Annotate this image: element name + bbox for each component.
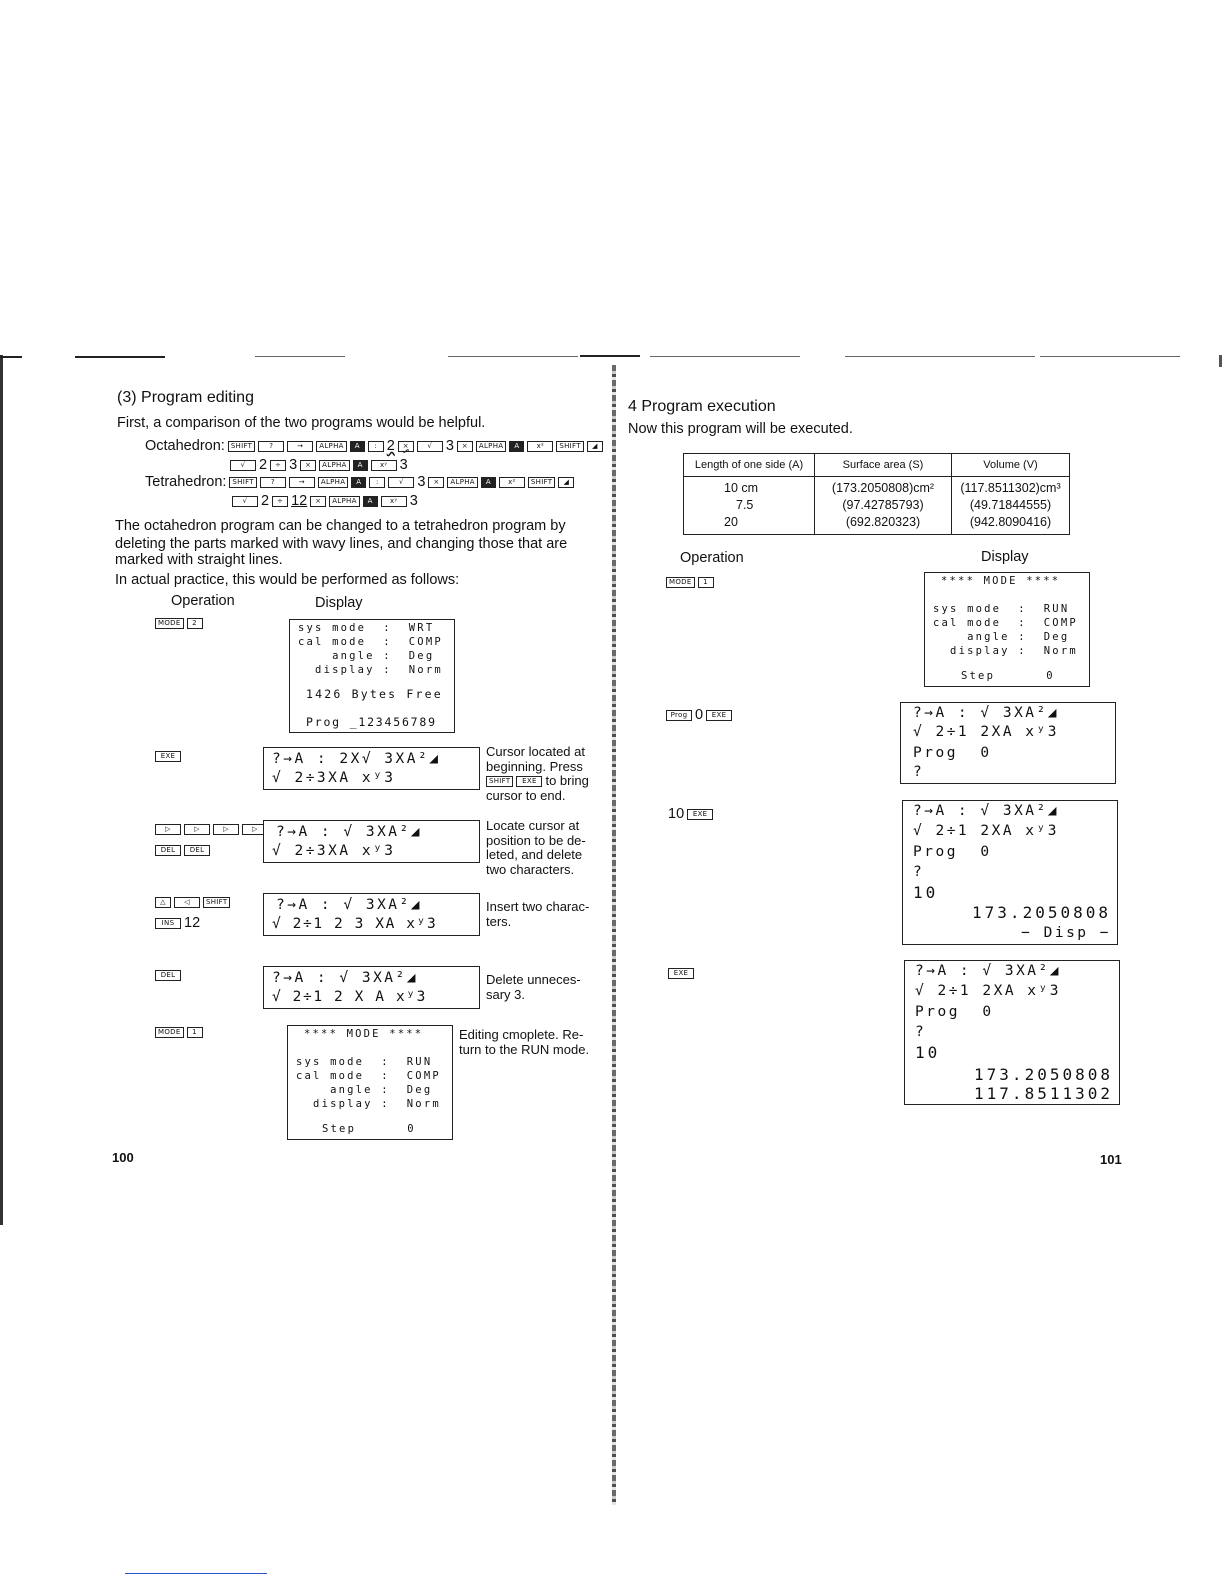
value: 12 (291, 493, 308, 509)
divide-key: ÷ (270, 460, 286, 471)
lcd-line: ? (913, 764, 925, 780)
results-table (683, 453, 1070, 535)
cell-value: (97.42785793) (842, 498, 924, 512)
lcd-line: **** MODE **** (941, 575, 1061, 587)
a-key: A (353, 460, 368, 471)
tetrahedron-label: Tetrahedron: (145, 474, 227, 490)
times-key: × (310, 496, 326, 507)
right-intro: Now this program will be executed. (628, 421, 853, 437)
top-rule-segment (1040, 356, 1180, 357)
left-intro: First, a comparison of the two programs would be helpful. (117, 415, 486, 431)
section-title: Program editing (141, 389, 254, 406)
lcd-line: ?→A : √ 3XA²◢ (913, 803, 1059, 819)
display-column-heading: Display (981, 549, 1029, 565)
note-ins (486, 900, 589, 929)
a-key: A (481, 477, 496, 488)
lcd-line: angle : Deg (933, 631, 1070, 643)
table-header: Surface area (S) (815, 454, 952, 477)
right-section-heading (628, 398, 776, 416)
lcd-line: ?→A : √ 3XA²◢ (276, 897, 422, 913)
top-rule-segment (0, 356, 22, 358)
lcd-line: √ 2÷1 2XA xʸ3 (913, 724, 1059, 740)
table-cell (815, 477, 952, 535)
shift-key: SHIFT (229, 477, 256, 488)
value: 3 (417, 474, 426, 490)
cursor-left-key: ◁ (174, 897, 200, 908)
operation-exe (155, 751, 181, 762)
note-line: sary 3. (486, 986, 526, 1002)
x-power-y-key: xʸ (381, 496, 407, 507)
lcd-line: √ 2÷1 2 3 XA xʸ3 (272, 916, 438, 932)
note-line: cursor to end. (486, 787, 566, 803)
lcd-line: cal mode : COMP (298, 636, 443, 648)
x-squared-key: x² (499, 477, 525, 488)
lcd-line: 173.2050808 (974, 1065, 1113, 1084)
paragraph-line: deleting the parts marked with wavy lines, and changing those that are (115, 536, 568, 552)
value: 3 (445, 438, 454, 454)
del-key: DEL (155, 970, 181, 981)
lcd-mode-run-left (287, 1025, 453, 1140)
scan-left-edge (0, 355, 3, 1225)
alpha-key: ALPHA (316, 441, 346, 452)
operation-mode-1 (155, 1027, 203, 1038)
prog-key: Prog (666, 710, 692, 721)
question-key: ? (258, 441, 284, 452)
cursor-up-key: △ (155, 897, 171, 908)
alpha-key: ALPHA (319, 460, 349, 471)
digit-key: 2 (187, 618, 203, 629)
lcd-line: Prog 0 (915, 1004, 994, 1020)
scan-blue-line (125, 1573, 267, 1574)
value: 2 (261, 493, 270, 509)
mode-key: MODE (155, 1027, 184, 1038)
operation-10-exe (668, 806, 713, 822)
operation-exe (668, 968, 694, 979)
digit-key: 1 (698, 577, 714, 588)
cell-value: (942.8090416) (969, 515, 1052, 529)
note-line: Cursor located at (486, 744, 585, 759)
note-line: position to be de- (486, 832, 586, 848)
cursor-right-key: ▷ (242, 824, 268, 835)
mode-key: MODE (155, 618, 184, 629)
note-text: to bring (545, 773, 589, 788)
note-line: two characters. (486, 861, 575, 877)
table-header-row (684, 454, 1070, 477)
disp-key: ◢ (558, 477, 574, 488)
times-key: × (398, 441, 414, 452)
value: 3 (409, 493, 418, 509)
section-number: (3) (117, 389, 137, 406)
note-line: Locate cursor at (486, 818, 580, 833)
lcd-line: √ 2÷1 2 X A xʸ3 (272, 989, 427, 1005)
lcd-line: 10 (915, 1043, 941, 1062)
lcd-line: √ 2÷1 2XA xʸ3 (913, 823, 1059, 839)
shift-key: SHIFT (228, 441, 255, 452)
display-column-heading: Display (315, 595, 363, 611)
octahedron-keys-line2 (230, 457, 408, 473)
lcd-del2 (263, 966, 480, 1009)
lcd-del (263, 820, 480, 863)
lcd-line: cal mode : COMP (933, 617, 1078, 629)
lcd-line: √ 2÷3XA xʸ3 (272, 843, 396, 859)
value: 3 (399, 457, 408, 473)
top-rule-segment (75, 356, 165, 358)
note-line: Delete unneces- (486, 972, 581, 987)
value: 10 (668, 806, 685, 822)
lcd-line: − Disp − (1021, 925, 1111, 941)
alpha-key: ALPHA (447, 477, 477, 488)
operation-cursor-shift (155, 897, 230, 908)
operation-cursor-right (155, 824, 268, 835)
lcd-line: Step 0 (961, 670, 1055, 682)
arrow-key: → (289, 477, 315, 488)
lcd-line: **** MODE **** (304, 1028, 424, 1040)
note-del (486, 819, 586, 877)
octahedron-keys-line1 (145, 438, 603, 454)
exe-key: EXE (668, 968, 694, 979)
sqrt-key: √ (232, 496, 258, 507)
cell-value: 10 cm (724, 481, 759, 495)
shift-key: SHIFT (486, 776, 513, 787)
note-exe (486, 745, 589, 803)
paragraph-line: In actual practice, this would be performed as follows: (115, 572, 460, 588)
mode-key: MODE (666, 577, 695, 588)
lcd-line: ?→A : √ 3XA²◢ (913, 705, 1059, 721)
a-key: A (350, 441, 365, 452)
value: 12 (184, 915, 201, 931)
note-line: Editing cmoplete. Re- (459, 1027, 584, 1042)
times-key: × (300, 460, 316, 471)
lcd-line: display : Norm (933, 645, 1078, 657)
lcd-line: 173.2050808 (972, 903, 1111, 922)
cursor-right-key: ▷ (184, 824, 210, 835)
value: 3 (289, 457, 298, 473)
del-key: DEL (184, 845, 210, 856)
cell-value: 7.5 (736, 498, 754, 512)
paragraph-line: The octahedron program can be changed to a tetrahedron program by (115, 518, 566, 534)
lcd-line: 10 (913, 883, 939, 902)
lcd-line: sys mode : RUN (296, 1056, 433, 1068)
lcd-line: ?→A : 2X√ 3XA²◢ (272, 751, 441, 767)
section-number: 4 (628, 398, 637, 415)
note-line: leted, and delete (486, 847, 583, 862)
scan-right-edge (1219, 355, 1222, 367)
del-key: DEL (155, 845, 181, 856)
lcd-final (904, 960, 1120, 1105)
a-key: A (509, 441, 524, 452)
exe-key: EXE (706, 710, 732, 721)
table-header: Volume (V) (952, 454, 1070, 477)
question-key: ? (260, 477, 286, 488)
times-key: × (428, 477, 444, 488)
note-line: ters. (486, 913, 512, 929)
alpha-key: ALPHA (329, 496, 359, 507)
cell-value: (49.71844555) (969, 498, 1052, 512)
lcd-line: 117.8511302 (974, 1084, 1113, 1103)
lcd-line: angle : Deg (298, 650, 435, 662)
note-line: turn to the RUN mode. (459, 1041, 590, 1057)
lcd-ins (263, 893, 480, 936)
lcd-line: angle : Deg (296, 1084, 433, 1096)
shift-key: SHIFT (203, 897, 230, 908)
disp-key: ◢ (587, 441, 603, 452)
lcd-prog (900, 702, 1116, 784)
top-rule-segment (448, 356, 578, 357)
note-line: Insert two charac- (486, 899, 590, 914)
times-key: × (457, 441, 473, 452)
lcd-line: cal mode : COMP (296, 1070, 441, 1082)
digit-key: 1 (187, 1027, 203, 1038)
sqrt-key: √ (417, 441, 443, 452)
arrow-key: → (287, 441, 313, 452)
lcd-line: ? (913, 864, 925, 880)
octahedron-label: Octahedron: (145, 438, 225, 454)
x-power-y-key: xʸ (371, 460, 397, 471)
note-mode-run (459, 1028, 589, 1057)
operation-ins (155, 915, 200, 931)
lcd-line: ?→A : √ 3XA²◢ (915, 963, 1061, 979)
paragraph-line: marked with straight lines. (115, 552, 283, 568)
note-line: beginning. Press (486, 758, 583, 774)
x-squared-key: x² (527, 441, 553, 452)
exe-key: EXE (155, 751, 181, 762)
shift-key: SHIFT (556, 441, 583, 452)
operation-del-del (155, 845, 210, 856)
operation-column-heading: Operation (171, 593, 235, 609)
operation-del (155, 970, 181, 981)
cursor-right-key: ▷ (155, 824, 181, 835)
lcd-line: ? (915, 1024, 927, 1040)
book-spine (612, 365, 616, 1505)
alpha-key: ALPHA (318, 477, 348, 488)
lcd-line: Prog _123456789 (306, 715, 437, 729)
top-rule-segment (650, 356, 800, 357)
shift-key: SHIFT (528, 477, 555, 488)
operation-column-heading: Operation (680, 550, 744, 566)
divide-key: ÷ (272, 496, 288, 507)
lcd-10-exe (902, 800, 1118, 945)
operation-mode-2 (155, 618, 203, 629)
page-number-right: 101 (1100, 1152, 1122, 1167)
lcd-exe (263, 747, 480, 790)
note-line (486, 774, 589, 789)
alpha-key: ALPHA (476, 441, 506, 452)
exe-key: EXE (516, 776, 542, 787)
lcd-line: display : Norm (298, 664, 443, 676)
lcd-mode-wrt (289, 619, 455, 733)
top-rule-segment (580, 355, 640, 357)
ins-key: INS (155, 918, 181, 929)
section-title: Program execution (641, 398, 776, 415)
cursor-right-key: ▷ (213, 824, 239, 835)
colon-key: : (368, 441, 384, 452)
lcd-line: ?→A : √ 3XA²◢ (272, 970, 418, 986)
value: 2 (259, 457, 268, 473)
a-key: A (363, 496, 378, 507)
table-cell (684, 477, 815, 535)
lcd-mode-run-right (924, 572, 1090, 687)
value: 2 (386, 438, 395, 454)
tetrahedron-keys-line1 (145, 474, 574, 490)
cell-value: (173.2050808)cm² (831, 481, 935, 495)
left-section-heading (117, 389, 254, 407)
lcd-line: √ 2÷3XA xʸ3 (272, 770, 396, 786)
colon-key: : (369, 477, 385, 488)
lcd-line: Step 0 (322, 1123, 416, 1135)
note-del2 (486, 973, 581, 1002)
table-body (684, 477, 1070, 535)
table-cell (952, 477, 1070, 535)
cell-value: 20 (724, 515, 738, 529)
lcd-line: ?→A : √ 3XA²◢ (276, 824, 422, 840)
lcd-line: display : Norm (296, 1098, 441, 1110)
exe-key: EXE (687, 809, 713, 820)
lcd-line: √ 2÷1 2XA xʸ3 (915, 983, 1061, 999)
tetrahedron-keys-line2 (232, 493, 418, 509)
a-key: A (351, 477, 366, 488)
top-rule-segment (845, 356, 1035, 357)
sqrt-key: √ (230, 460, 256, 471)
lcd-line: Prog 0 (913, 745, 992, 761)
operation-mode-1 (666, 577, 714, 588)
sqrt-key: √ (388, 477, 414, 488)
lcd-line: 1426 Bytes Free (306, 687, 443, 701)
lcd-line: Prog 0 (913, 844, 992, 860)
operation-prog-0-exe (666, 707, 732, 723)
top-rule-segment (255, 356, 345, 357)
value: 0 (695, 707, 704, 723)
lcd-line: sys mode : RUN (933, 603, 1070, 615)
cell-value: (117.8511302)cm³ (960, 481, 1061, 495)
page-number-left: 100 (112, 1150, 134, 1165)
table-header: Length of one side (A) (684, 454, 815, 477)
cell-value: (692.820323) (845, 515, 921, 529)
lcd-line: sys mode : WRT (298, 622, 435, 634)
